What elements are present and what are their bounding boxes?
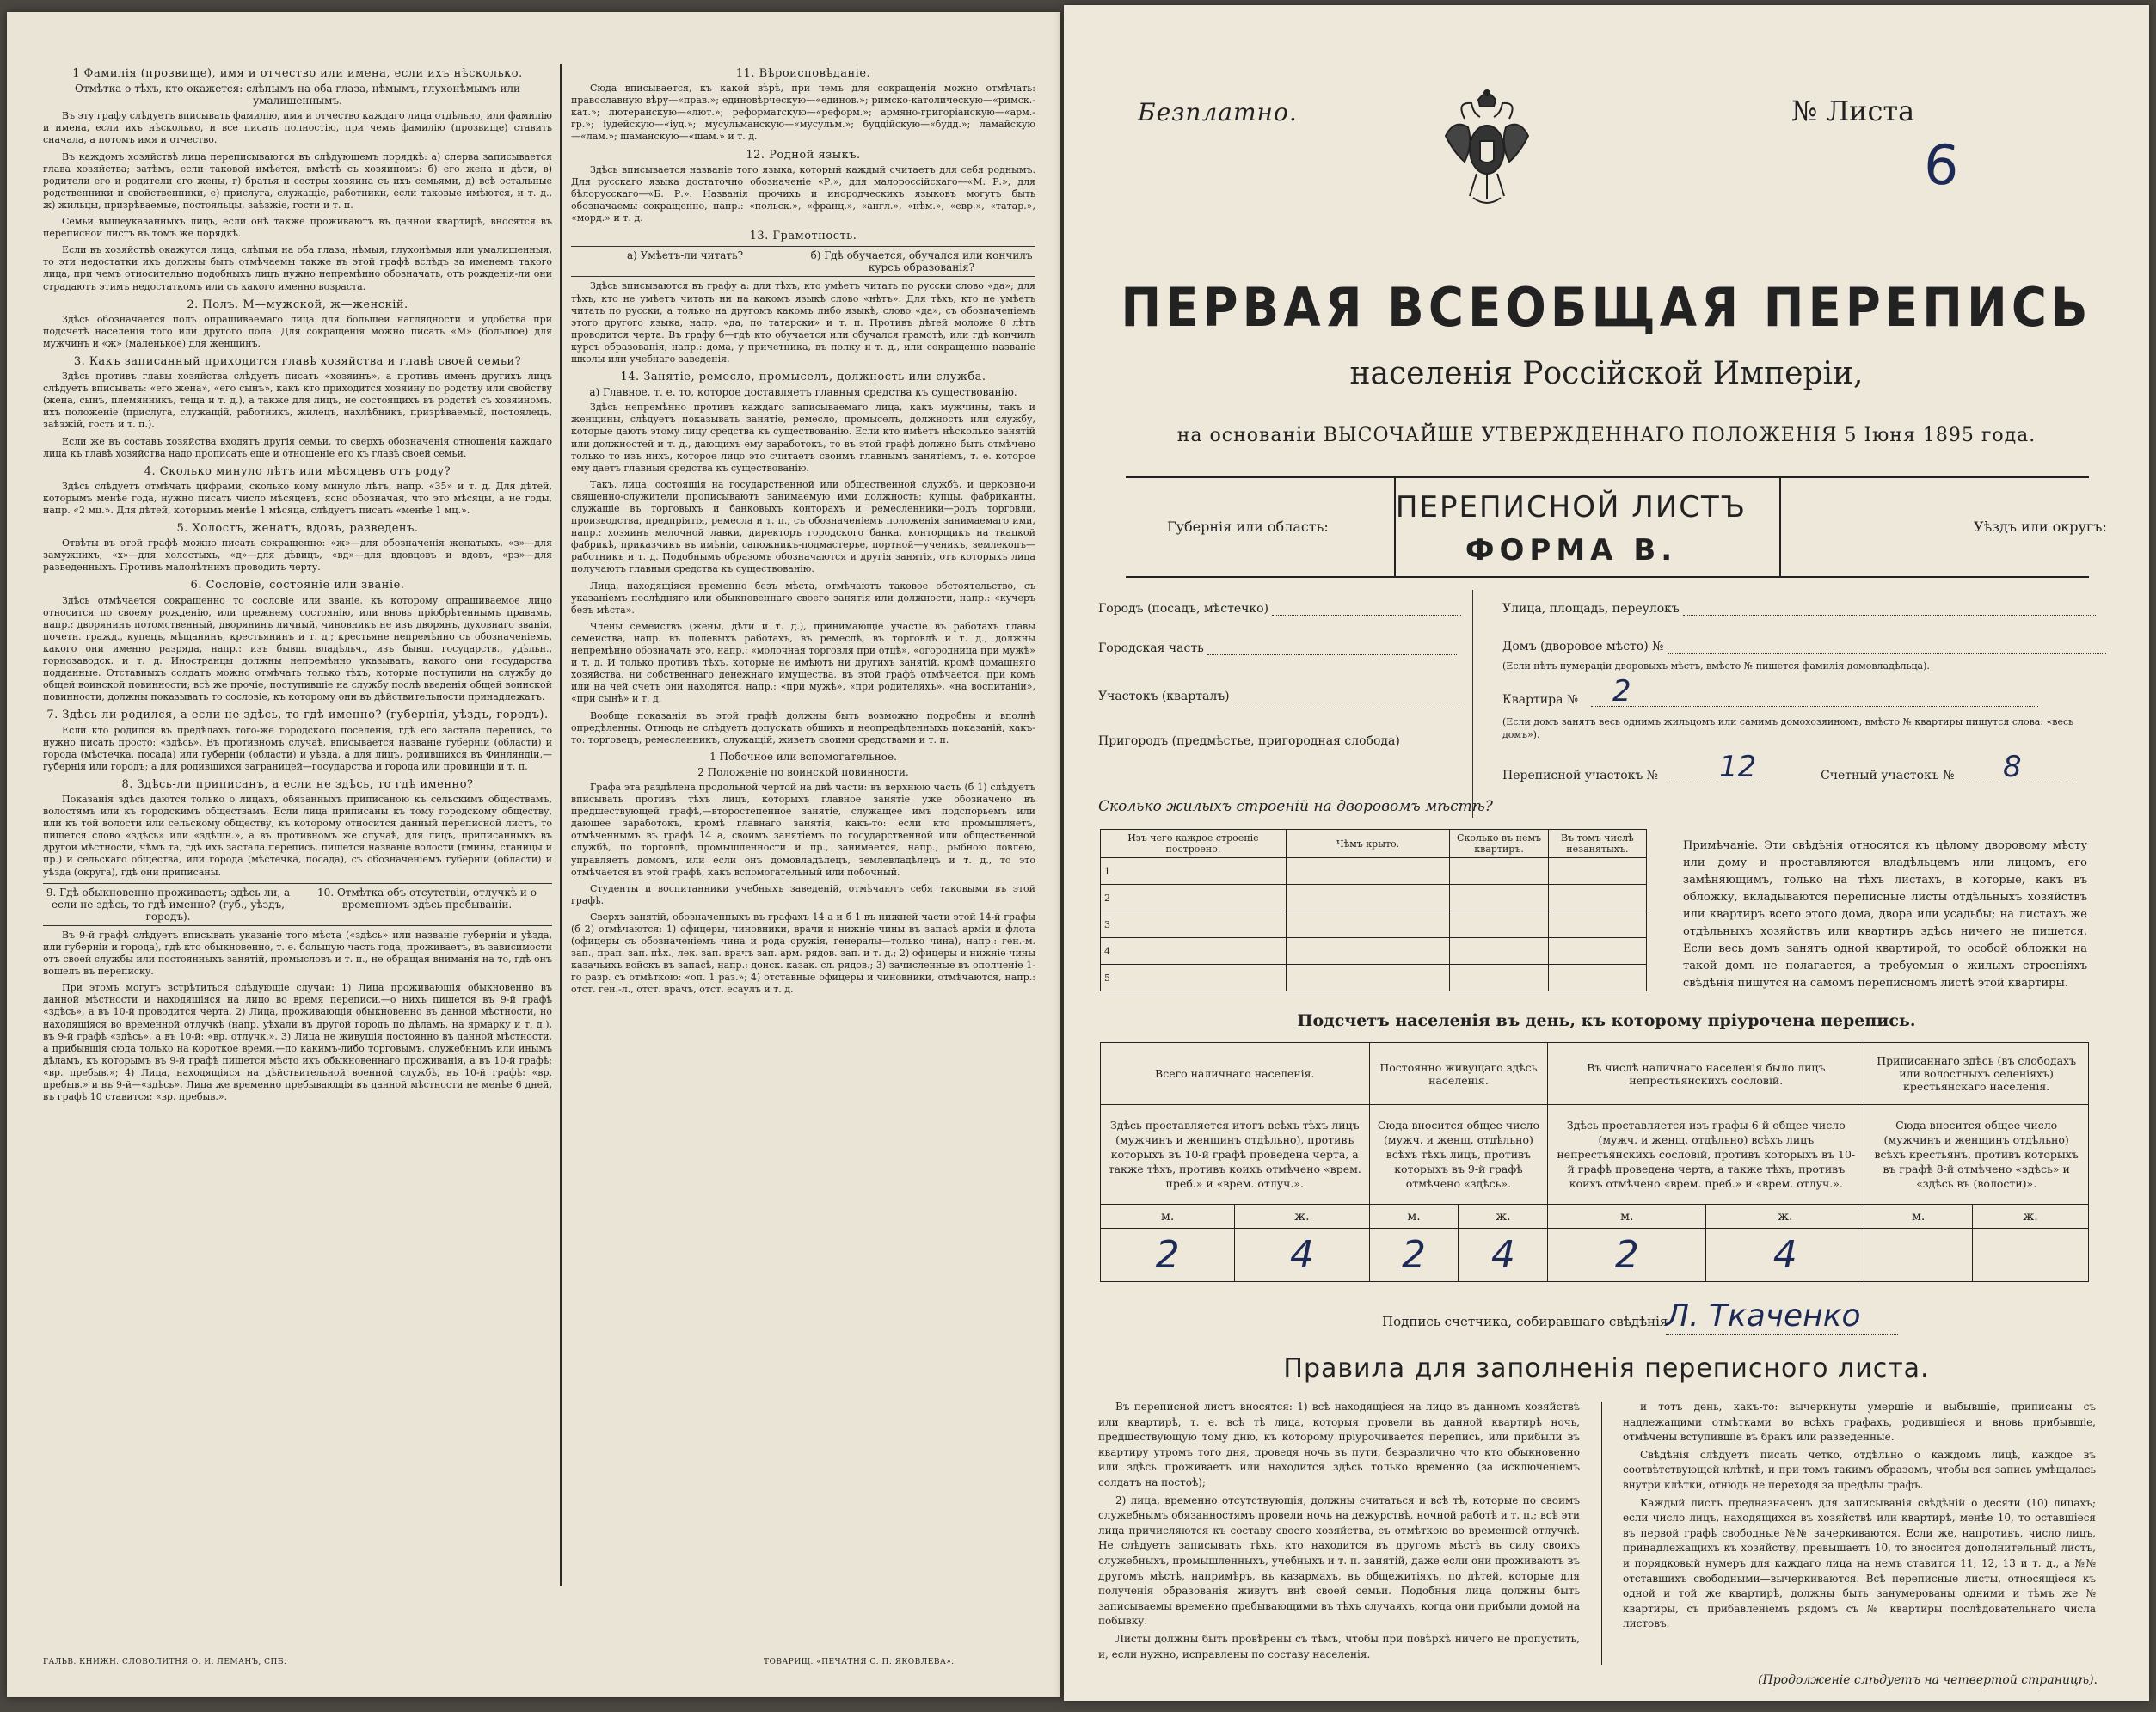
- house-label: Домъ (дворовое мѣсто) №: [1502, 640, 1664, 654]
- count-description: Сюда вносится общее число (мужч. и женщ. отдѣльно) всѣхъ тѣхъ лицъ, противъ которыхъ въ 9-й графѣ отмѣчено «здѣсь».: [1369, 1105, 1548, 1205]
- continued-note: (Продолженіе слѣдуетъ на четвертой страницѣ).: [1758, 1673, 2098, 1687]
- census-subtitle: населенія Россійской Имперіи,: [1349, 356, 1864, 391]
- buildings-table: [1100, 829, 1647, 991]
- section-5-title: 5. Холостъ, женатъ, вдовъ, разведенъ.: [176, 522, 419, 536]
- population-count-table: [1100, 1042, 2089, 1282]
- count-value-female[interactable]: [1973, 1229, 2089, 1282]
- section-14-paragraph: Такъ, лица, состоящія на государственной или общественной службѣ, и церковно-и священно-служители прописываютъ занимаемую ими должность; купцы, фабриканты, служащіе въ торговыхъ и банковыхъ конторахъ и ремесленники—родъ торговли, производства, предпріятія, ремесла и т. п., съ обозначеніемъ положенія занимаемаго ими, напр.: хозяинъ мелочной лавки, директоръ городского банка, конторщикъ на ткацкой фабрикѣ, приказчикъ въ имѣніи, сапожникъ-подмастерье, портной—ученикъ, землекопъ—работникъ и т. д. Подобнымъ образомъ обозначаются и другія занятія, отъ которыхъ лица получаютъ главныя средства къ существованію.: [571, 478, 1035, 575]
- rules-title: Правила для заполненія переписного листа.: [1283, 1353, 1930, 1384]
- row-number: 3: [1101, 911, 1287, 938]
- signature-label: Подпись счетчика, собиравшаго свѣдѣнія: [1382, 1314, 1668, 1329]
- rules-column-right: [1623, 1400, 2096, 1635]
- row-number: 5: [1101, 965, 1287, 991]
- suburb-label: Пригородъ (предмѣстье, пригородная слобода): [1098, 734, 1400, 748]
- count-header: Въ числѣ наличнаго населенія было лицъ непрестьянскихъ сословій.: [1548, 1043, 1864, 1105]
- male-label: м.: [1369, 1205, 1459, 1229]
- left-page: [7, 12, 1060, 1697]
- section-14-paragraph: Студенты и воспитанники учебныхъ заведеній, отмѣчаютъ себя таковыми въ этой графѣ.: [571, 882, 1035, 906]
- house-note: (Если нѣтъ нумераціи дворовыхъ мѣстъ, вмѣсто № пишется фамилія домовладѣльца).: [1502, 660, 1930, 672]
- counting-precinct-value: 8: [2003, 750, 2022, 784]
- count-value-female[interactable]: 4: [1235, 1229, 1369, 1282]
- section-13a-label: а) Умѣетъ-ли читать?: [626, 249, 744, 262]
- male-label: м.: [1864, 1205, 1973, 1229]
- printer-credit-right: ТОВАРИЩ. «ПЕЧАТНЯ С. П. ЯКОВЛЕВА».: [764, 1658, 955, 1666]
- section-14-paragraph: Здѣсь непремѣнно противъ каждаго записываемаго лица, какъ мужчины, такъ и женщины, слѣдуетъ показывать занятіе, ремесло, промыселъ, должность или службу, которые даютъ этому лицу средства къ существованію. Если кто имѣетъ нѣсколько занятій или должностей и т. д., дающихъ ему заработокъ, то въ этой графѣ должно быть отмѣчено только то изъ нихъ, которое лицо это считаетъ своимъ главнымъ занятіемъ, т. е. которое ему даетъ главныя средства къ существованію.: [571, 402, 1035, 474]
- female-label: ж.: [1706, 1205, 1864, 1229]
- rules-paragraph: Свѣдѣнія слѣдуетъ писать четко, отдѣльно о каждомъ лицѣ, каждое въ соотвѣтствующей клѣткѣ, и при томъ такимъ образомъ, чтобы вся запись умѣщалась внутри клѣтки, отнюдь не переходя за предѣлы графъ.: [1623, 1448, 2096, 1491]
- instructions-column-left: [43, 62, 552, 1108]
- section-14-title: 14. Занятіе, ремесло, промыселъ, должность или служба.: [620, 371, 986, 384]
- section-8-paragraph: Показанія здѣсь даются только о лицахъ, обязанныхъ приписаною къ сельскимъ обществамъ, волостямъ или къ городскимъ обществамъ. Если лица приписаны къ тому городскому обществу, или къ той волости или сельскому обществу, къ которому относится данный переписной листъ, то пишется слово «здѣсь» или «здѣшн.», а въ противномъ же случаѣ, для лицъ, приписанныхъ въ другой мѣстности, чѣмъ та, гдѣ ихъ застала перепись, пишется названіе волости (гмины, станицы и пр.) и сельскаго общества, или города (мѣстечка, посада), съ обозначеніемъ губерніи (области) и уѣзда (округа), гдѣ они приписаны.: [43, 793, 552, 878]
- count-description: Сюда вносится общее число (мужчинъ и женщинъ отдѣльно) всѣхъ крестьянъ, противъ которыхъ въ графѣ 8-й отмѣчено «здѣсь» и «здѣсь въ (волости)».: [1864, 1105, 2089, 1205]
- rules-divider: [1601, 1402, 1602, 1665]
- section-13-paragraph: Здѣсь вписываются въ графу а: для тѣхъ, кто умѣетъ читать по русски слово «да»; для тѣхъ, кто не умѣетъ читать ни на какомъ языкѣ слово «нѣтъ». Для тѣхъ, кто не умѣетъ читать по русски, а только на другомъ какомъ либо языкѣ, слово «да», съ обозначеніемъ этого другого языка, напр. «да, по татарски» и т. п. Противъ дѣтей моложе 8 лѣтъ проводится черта. Въ графу б—гдѣ кто обучается или обучался грамотѣ, или гдѣ кончилъ курсъ образованія, напр.: дома, у причетника, въ полку и т. д., или сокращенно названіе школы или учебнаго заведенія.: [571, 280, 1035, 365]
- form-name: ПЕРЕПИСНОЙ ЛИСТЪ: [1395, 490, 1748, 525]
- section-14-paragraph: Члены семействъ (жены, дѣти и т. д.), принимающіе участіе въ работахъ главы семейства, напр. въ полевыхъ работахъ, въ ремеслѣ, въ торговлѣ и т. д., должны непремѣнно обозначать это, напр.: «молочная торговля при отцѣ», «огородница при мужѣ» и т. д. И только противъ тѣхъ, которые не имѣютъ ни другихъ занятій, кромѣ домашняго хозяйства, ни собственнаго денежнаго имущества, въ этой графѣ отмѣчается, при комъ или на чей счетъ они находятся, напр.: «при мужѣ», «при родителяхъ», «на воспитаніи», «при сынѣ» и т. д.: [571, 620, 1035, 705]
- census-precinct-value: 12: [1719, 750, 1757, 784]
- section-13b-label: б) Гдѣ обучается, обучался или кончилъ курсъ образованія?: [810, 249, 1033, 274]
- section-8-title: 8. Здѣсь-ли приписанъ, а если не здѣсь, то гдѣ именно?: [121, 777, 474, 791]
- buildings-header: Въ томъ числѣ незанятыхъ.: [1548, 830, 1646, 858]
- female-label: ж.: [1235, 1205, 1369, 1229]
- section-7-paragraph: Если кто родился въ предѣлахъ того-же городского поселенія, гдѣ его застала перепись, то нужно писать просто: «здѣсь». Въ противномъ случаѣ, вписывается названіе губерніи (области) и города (мѣстечка, посада) или губерніи (области) и уѣзда, а для лицъ, родившихся въ Финляндіи,—губернія или городъ; а для родившихся заграницей—государства и города или провинціи и т. п.: [43, 724, 552, 772]
- rules-paragraph: Въ переписной листъ вносятся: 1) всѣ находящіеся на лицо въ данномъ хозяйствѣ или квартирѣ, т. е. всѣ тѣ лица, которыя провели въ данной квартирѣ ночь, предшествующую тому дню, къ которому пріурочивается перепись, или прибыли въ квартиру утромъ того дня, проведя ночь въ пути, безразлично что кто обыкновенно или здѣсь проживаетъ или находится здѣсь только временно (за исключеніемъ солдатъ на постоѣ);: [1098, 1401, 1580, 1488]
- count-header: Приписаннаго здѣсь (въ слободахъ или волостныхъ селеніяхъ) крестьянскаго населенія.: [1864, 1043, 2089, 1105]
- population-count-title: Подсчетъ населенія въ день, къ которому пріурочена перепись.: [1297, 1011, 1916, 1030]
- section-5-paragraph: Отвѣты въ этой графѣ можно писать сокращенно: «ж»—для обозначенія женатыхъ, «з»—для замужнихъ, «х»—для холостыхъ, «д»—для дѣвицъ, «вд»—для вдовцовъ и вдовъ, «рз»—для разведенныхъ. Противъ малолѣтнихъ проводить черту.: [43, 537, 552, 574]
- count-value-male[interactable]: 2: [1548, 1229, 1706, 1282]
- section-1-paragraph: Въ каждомъ хозяйствѣ лица переписываются въ слѣдующемъ порядкѣ: а) сперва записывается глава хозяйства; затѣмъ, если таковой имѣется, вмѣстѣ съ хозяиномъ: б) его жена и дѣти, в) родители его и родители его жены, г) братья и сестры хозяина съ ихъ семьями, д) всѣ остальные родственники и свойственники, е) прислуга, служащіе, работники, если таковые имѣются, и т. д., ж) жильцы, призрѣваемые, постояльцы, заѣзжіе, гости и т. п.: [43, 150, 552, 211]
- row-number: 1: [1101, 858, 1287, 885]
- census-precinct-field[interactable]: [1502, 750, 1768, 784]
- table-row: [1101, 858, 1647, 885]
- section-14-sub1: 1 Побочное или вспомогательное.: [709, 750, 897, 763]
- right-page: [1064, 5, 2149, 1701]
- section-14-paragraph: Графа эта раздѣлена продольной чертой на двѣ части: въ верхнюю часть (б 1) слѣдуетъ вписывать противъ тѣхъ лицъ, которыхъ главное занятіе уже обозначено въ предшествующей графѣ,—второстепенное занятіе, служащее имъ подспорьемъ или дающее заработокъ, кромѣ главнаго занятія, какъ-то: если кто промышляетъ, отмѣченнымъ въ графѣ 14 а, своимъ занятіемъ по государственной или общественной службѣ, по торговлѣ, промышленности и пр., занимается, напр., рыбною ловлею, управляетъ домомъ, или если онъ домовладѣлецъ, землевладѣлецъ и т. д., то это отмѣчается въ этой графѣ, какъ вспомогательный или побочный.: [571, 781, 1035, 878]
- section-9-paragraph: При этомъ могутъ встрѣтиться слѣдующіе случаи: 1) Лица проживающія обыкновенно въ данной мѣстности и находящіяся на лицо во время переписи,—о нихъ пишется въ 9-й графѣ «здѣсь», а въ 10-й проводится черта. 2) Лица, проживающія обыкновенно въ данной мѣстности, но находящіяся во временной отлучкѣ (напр. уѣхали въ другой городъ по дѣламъ, на ярмарку и т. д.), въ 9-й графѣ «здѣсь», а въ 10-й: «вр. отлучк.». 3) Лица не живущія постоянно въ данной мѣстности, а прибывшія сюда только на короткое время,—по какимъ-либо торговымъ, служебнымъ или инымъ дѣламъ, къ которымъ въ 9-й графѣ пишется мѣсто ихъ обыкновеннаго проживанія, а въ 10-й графѣ: «вр. пребыв.»; 4) Лица, находящіяся на дѣйствительной военной службѣ, въ 10-й графѣ: «вр. пребыв.» и въ 9-й—«здѣсь». Лица же временно пребывающія въ данной мѣстности не менѣе 6 дней, въ графѣ 10 ставится: «вр. пребыв.».: [43, 982, 552, 1103]
- rules-paragraph: 2) лица, временно отсутствующія, должны считаться и всѣ тѣ, которые по своимъ служебнымъ обязанностямъ провели ночь на дежурствѣ, ночной работѣ и т. п.; всѣ эти лица причисляются къ составу своего хозяйства, съ отмѣткою во временной отлучкѣ. Не слѣдуетъ записывать тѣхъ, кто находится въ другомъ мѣстѣ въ силу своихъ служебныхъ, промышленныхъ, учебныхъ и т. п. занятій, даже если они проживаютъ въ другомъ мѣстѣ, напримѣръ, въ казармахъ, въ общежитіяхъ, по дѣтей, которые для полученія образованія живутъ внѣ своей семьи. Подобныя лица должны быть записываемы временно пребывающими въ тѣхъ случаяхъ, когда они прибыли домой на побывку.: [1098, 1494, 1580, 1628]
- city-part-field[interactable]: [1098, 641, 1457, 655]
- count-description: Здѣсь проставляется изъ графы 6-й общее число (мужч. и женщ. отдѣльно) всѣхъ лицъ непрестьянскихъ сословій, противъ которыхъ въ 10-й графѣ проведена черта, а также тѣхъ, противъ коихъ отмѣчено «врем. преб.» и «врем. отлуч.».: [1548, 1105, 1864, 1205]
- apartment-value: 2: [1612, 674, 1631, 709]
- section-6-title: 6. Сословіе, состояніе или званіе.: [190, 579, 405, 592]
- buildings-note: Примѣчаніе. Эти свѣдѣнія относятся къ цѣлому дворовому мѣсту или дому и проставляются владѣльцемъ или лицомъ, его замѣняющимъ, только на тѣхъ листахъ, в которые, какъ въ обложку, вкладываются переписные листы отдѣльныхъ хозяйствъ или квартиръ всего этого дома, двора или усадьбы; на листахъ же отдѣльныхъ хозяйствъ или квартиръ здѣсь ничего не пишется. Если весь домъ занятъ одной квартирой, то особой обложки на такой домъ не полагается, а требуемыя о жилыхъ строеніяхъ свѣдѣнія пишутся на самомъ переписномъ листѣ этой квартиры.: [1683, 839, 2087, 990]
- section-9-paragraph: Въ 9-й графѣ слѣдуетъ вписывать указаніе того мѣста («здѣсь» или названіе губерніи и уѣзда, или губерніи и города), гдѣ кто обыкновенно, т. е. большую часть года, проживаетъ, въ зависимости отъ своей службы или постоянныхъ занятій, промысловъ и т. п., не обращая вниманія на то, гдѣ онъ вошелъ въ переписку.: [43, 929, 552, 978]
- section-3-title: 3. Какъ записанный приходится главѣ хозяйства и главѣ своей семьи?: [73, 354, 522, 368]
- counting-precinct-field[interactable]: [1821, 750, 2073, 784]
- sheet-number-value: 6: [1921, 132, 1962, 199]
- table-row: [1101, 885, 1647, 911]
- section-9-title: 9. Гдѣ обыкновенно проживаетъ; здѣсь-ли, а если не здѣсь, то гдѣ именно? (губ., уѣздъ, городъ).: [46, 886, 291, 923]
- district-label: Уѣздъ или округъ:: [1974, 519, 2107, 535]
- row-number: 2: [1101, 885, 1287, 911]
- section-1-paragraph: Семьи вышеуказанныхъ лицъ, если онѣ также проживаютъ въ данной квартирѣ, вносятся въ переписной листъ въ томъ же порядкѣ.: [43, 216, 552, 240]
- counting-precinct-label: Счетный участокъ №: [1821, 769, 1955, 782]
- free-label: Безплатно.: [1138, 98, 1298, 126]
- apartment-note: (Если домъ занятъ весь однимъ жильцомъ или самимъ домохозяиномъ, вмѣсто № квартиры пишутся слова: «весь домъ»).: [1502, 716, 2074, 740]
- sheet-number-label: № Листа: [1791, 95, 1915, 127]
- count-value-male[interactable]: 2: [1369, 1229, 1459, 1282]
- count-value-female[interactable]: 4: [1459, 1229, 1548, 1282]
- street-field[interactable]: [1502, 602, 2096, 616]
- section-12-paragraph: Здѣсь вписывается названіе того языка, который каждый считаетъ для себя роднымъ. Для русскаго языка достаточно обозначеніе «Р.», для малороссійскаго—«М. Р.», для бѣлорусскаго—«Б. Р.». Названія прочихъ и инородческихъ языковъ могутъ быть обозначаемы сокращенно, напр.: «польск.», «франц.», «англ.», «нѣм.», «евр.», «татар.», «морд.» и т. д.: [571, 163, 1035, 224]
- province-label: Губернія или область:: [1167, 519, 1329, 535]
- rules-paragraph: Листы должны быть провѣрены съ тѣмъ, чтобы при повѣркѣ ничего не пропустить, и, если нужно, исправлены по составу населенія.: [1098, 1632, 1580, 1660]
- section-1-paragraph: Если въ хозяйствѣ окажутся лица, слѣпыя на оба глаза, нѣмыя, глухонѣмыя или умалишенныя, то эти недостатки ихъ должны быть отмѣчаемы также въ этой графѣ вслѣдъ за именемъ такого лица, при чемъ относительно подобныхъ лицъ нужно непремѣнно обозначать, отъ рожденія-ли они страдаютъ этимъ недостаткомъ или съ какого именно возраста.: [43, 244, 552, 292]
- enumerator-signature[interactable]: Л. Ткаченко: [1666, 1298, 1898, 1335]
- section-14-paragraph: Вообще показанія въ этой графѣ должны быть возможно подробны и вполнѣ опредѣленны. Отнюдь не слѣдуетъ допускать общихъ и неопредѣленныхъ показаній, какъ-то: торговецъ, ремесленникъ, служащій, живетъ своими средствами и т. п.: [571, 709, 1035, 746]
- female-label: ж.: [1459, 1205, 1548, 1229]
- rules-paragraph: и тотъ день, какъ-то: вычеркнуты умершіе и выбывшіе, приписаны съ надлежащими отмѣтками во всѣхъ графахъ, родившіеся и вновь прибывшіе, отмѣчены вступившіе въ бракъ или разведенные.: [1623, 1401, 2096, 1444]
- buildings-header: Изъ чего каждое строеніе построено.: [1101, 830, 1287, 858]
- male-label: м.: [1548, 1205, 1706, 1229]
- form-letter: ФОРМА В.: [1465, 533, 1678, 568]
- section-9-10-header: [43, 883, 552, 926]
- printer-credit-left: ГАЛЬВ. КНИЖН. СЛОВОЛИТНЯ О. И. ЛЕМАНЪ, СПБ.: [43, 1658, 287, 1666]
- section-13-title: 13. Грамотность.: [749, 230, 857, 243]
- buildings-header: Чѣмъ крыто.: [1286, 830, 1450, 858]
- section-3-paragraph: Здѣсь противъ главы хозяйства слѣдуетъ писать «хозяинъ», а противъ именъ другихъ лицъ слѣдуетъ вписывать: «его жена», «его сынъ», какъ кто приходится хозяину по родству или свойству (жена, сынъ, племянникъ, теща и т. д.), а также для лицъ, не состоящихъ въ родствѣ съ хозяиномъ, ихъ положеніе (прислуга, служащій, работникъ, жилецъ, нахлѣбникъ, призрѣваемый, постоялецъ, заѣзжій, гость и т. п.).: [43, 371, 552, 431]
- section-14-paragraph: Лица, находящіяся временно безъ мѣста, отмѣчаютъ таковое обстоятельство, съ указаніемъ послѣдняго или обыкновеннаго своего занятія или должности, напр.: «кучеръ безъ мѣста».: [571, 580, 1035, 616]
- section-11-title: 11. Вѣроисповѣданіе.: [735, 67, 871, 80]
- count-header: Всего наличнаго населенія.: [1101, 1043, 1370, 1105]
- count-value-female[interactable]: 4: [1706, 1229, 1864, 1282]
- precinct-label: Участокъ (кварталъ): [1098, 690, 1230, 703]
- section-14-sub2: 2 Положеніе по воинской повинности.: [697, 765, 909, 778]
- apartment-label: Квартира №: [1502, 693, 1579, 707]
- decree-line: на основаніи ВЫСОЧАЙШЕ УТВЕРЖДЕННАГО ПОЛОЖЕНІЯ 5 Іюня 1895 года.: [1176, 425, 2036, 446]
- table-row: [1101, 938, 1647, 965]
- city-part-label: Городская часть: [1098, 641, 1204, 655]
- section-3-paragraph: Если же въ составъ хозяйства входятъ другія семьи, то сверхъ обозначенія отношенія каждаго лица къ главѣ хозяйства надо прописать еще и отношеніе его къ главѣ своей семьи.: [43, 435, 552, 459]
- count-value-male[interactable]: 2: [1101, 1229, 1235, 1282]
- census-title: ПЕРВАЯ ВСЕОБЩАЯ ПЕРЕПИСЬ: [1121, 277, 2092, 340]
- rules-paragraph: Каждый листъ предназначенъ для записыванія свѣдѣній о десяти (10) лицахъ; если число лицъ, находящихся въ хозяйствѣ или квартирѣ, менѣе 10, то оставшіеся въ первой графѣ свободные №№ зачеркиваются. Если же, напротивъ, число лицъ, принадлежащихъ къ хозяйству, превышаетъ 10, то вносится дополнительный листъ, и порядковый нумеръ для каждаго лица на немъ ставится 11, 12, 13 и т. д., а №№ отставшихъ свободными—вычеркиваются. Всѣ переписные листы, относящіеся къ одной и той же квартирѣ, должны быть занумерованы одними и тѣмъ же № квартиры, съ прибавленіемъ рядомъ съ № квартиры послѣдовательнаго числа листовъ.: [1623, 1496, 2096, 1630]
- section-14-paragraph: Сверхъ занятій, обозначенныхъ въ графахъ 14 а и б 1 въ нижней части этой 14-й графы (б 2) отмѣчаются: 1) офицеры, чиновники, врачи и нижніе чины въ запасѣ арміи и флота (офицеры съ обозначеніемъ чина и рода оружія, генералы—только чина), напр.: ген.-м. зап., прап. зап. пѣх., лек. зап. врачъ зап. арм. рядов. зап. и т. д.; 2) офицеры и нижніе чины казачьихъ войскъ въ запасѣ, напр.: донск. казак. сл. рядов.; 3) зачисленные въ ополченіе 1-го разр. съ отмѣткою: «оп. 1 раз.»; 4) отставные офицеры и чиновники, отмѣчаются, напр.: отст. ген.-л., отст. врачъ, отст. есаулъ и т. д.: [571, 911, 1035, 996]
- male-label: м.: [1101, 1205, 1235, 1229]
- section-1-title: 1 Фамилія (прозвище), имя и отчество или имена, если ихъ нѣсколько.: [72, 67, 523, 80]
- count-header: Постоянно живущаго здѣсь населенія.: [1369, 1043, 1548, 1105]
- row-number: 4: [1101, 938, 1287, 965]
- house-field[interactable]: [1502, 640, 2106, 654]
- table-row: [1101, 911, 1647, 938]
- buildings-header: Сколько въ немъ квартиръ.: [1450, 830, 1548, 858]
- apartment-field[interactable]: [1502, 674, 2038, 709]
- suburb-field[interactable]: [1098, 734, 1400, 748]
- female-label: ж.: [1973, 1205, 2089, 1229]
- address-separator: [1472, 590, 1473, 818]
- section-1-mark: Отмѣтка о тѣхъ, кто окажется: слѣпымъ на оба глаза, нѣмымъ, глухонѣмымъ или умалишеннымъ.: [75, 83, 520, 107]
- count-description: Здѣсь проставляется итогъ всѣхъ тѣхъ лицъ (мужчинъ и женщинъ отдѣльно), противъ которыхъ въ 10-й графѣ проведена черта, а также тѣхъ, противъ коихъ отмѣчено «врем. преб.» и «врем. отлуч.».: [1101, 1105, 1370, 1205]
- section-12-title: 12. Родной языкъ.: [746, 148, 861, 162]
- section-2-paragraph: Здѣсь обозначается полъ опрашиваемаго лица для большей наглядности и удобства при подсчетѣ населенія того или другого пола. Для сокращенія можно писать «М» (большое) для мужчинъ и «ж» (маленькое) для женщинъ.: [43, 313, 552, 349]
- table-row: [1101, 965, 1647, 991]
- precinct-field[interactable]: [1098, 690, 1465, 703]
- city-field[interactable]: [1098, 602, 1461, 616]
- census-precinct-label: Переписной участокъ №: [1502, 769, 1658, 782]
- section-6-paragraph: Здѣсь отмѣчается сокращенно то сословіе или званіе, къ которому опрашиваемое лицо относится по своему рожденію, или прежнему состоянію, или вновь пріобрѣтеннымъ правамъ, напр.: дворянинъ потомственный, дворянинъ личный, чиновникъ не изъ дворянъ, духовнаго званія, почетн. гражд., купецъ, мѣщанинъ, крестьянинъ и т. д.; крестьяне непремѣнно съ обозначеніемъ, какого они именно разряда, напр.: изъ бывш. владѣльч., изъ бывш. государств., удѣльн., горнозаводск. и т. д. Иностранцы должны непремѣнно указывать, какого они государства подданные. Отставныхъ солдатъ можно отмѣчать только тѣхъ, которые поступили на службу до общей воинской повинности; всѣ же прочіе, поступившіе на службу послѣ введенія общей воинской повинности, должны показывать то сословіе, къ которому они въ дѣйствительности принадлежатъ.: [43, 594, 552, 703]
- section-4-paragraph: Здѣсь слѣдуетъ отмѣчать цифрами, сколько кому минуло лѣтъ, напр. «35» и т. д. Для дѣтей, которымъ менѣе года, нужно писать число мѣсяцевъ, ясно обозначая, что это мѣсяцы, а не годы, напр. «2 мц.». Для дѣтей, которымъ менѣе 1 мѣсяца, слѣдуетъ писать «менѣе 1 мц.».: [43, 480, 552, 516]
- column-divider: [560, 64, 562, 1586]
- buildings-question: Сколько жилыхъ строеній на дворовомъ мѣстѣ?: [1098, 798, 1493, 815]
- rules-column-left: [1098, 1400, 1580, 1665]
- section-1-paragraph: Въ эту графу слѣдуетъ вписывать фамилію, имя и отчество каждаго лица отдѣльно, или фамилію и имена, если ихъ нѣсколько, и все писать полностію, при чемъ фамилію (прозвище) ставить сначала, а потомъ имя и отчество.: [43, 110, 552, 146]
- section-14-lead: а) Главное, т. е. то, которое доставляетъ главныя средства къ существованію.: [589, 386, 1017, 399]
- section-4-title: 4. Сколько минуло лѣтъ или мѣсяцевъ отъ роду?: [144, 464, 451, 478]
- count-value-male[interactable]: [1864, 1229, 1973, 1282]
- imperial-eagle-emblem-icon: [1439, 84, 1535, 213]
- section-7-title: 7. Здѣсь-ли родился, а если не здѣсь, то гдѣ именно? (губернія, уѣздъ, городъ).: [46, 709, 549, 722]
- city-label: Городъ (посадъ, мѣстечко): [1098, 602, 1269, 616]
- section-2-title: 2. Полъ. М—мужской, ж—женскій.: [187, 298, 408, 311]
- street-label: Улица, площадь, переулокъ: [1502, 602, 1680, 616]
- section-13-subheader: [571, 246, 1035, 277]
- section-11-paragraph: Сюда вписывается, къ какой вѣрѣ, при чемъ для сокращенія можно отмѣчать: православную вѣру—«прав.»; единовѣрческую—«единов.»; римско-католическую—«римск.-кат.»; лютеранскую—«лют.»; реформатскую—«реформ.»; армяно-григоріанскую—«арм.-гр.»; іудейскую—«іуд.»; мусульманскую—«мусульм.»; буддійскую—«будд.»; ламайскую—«лам.»; шаманскую—«шам.» и т. д.: [571, 83, 1035, 143]
- section-10-title: 10. Отмѣтка объ отсутствіи, отлучкѣ и о временномъ здѣсь пребываніи.: [317, 886, 537, 911]
- instructions-column-right: [571, 62, 1035, 1001]
